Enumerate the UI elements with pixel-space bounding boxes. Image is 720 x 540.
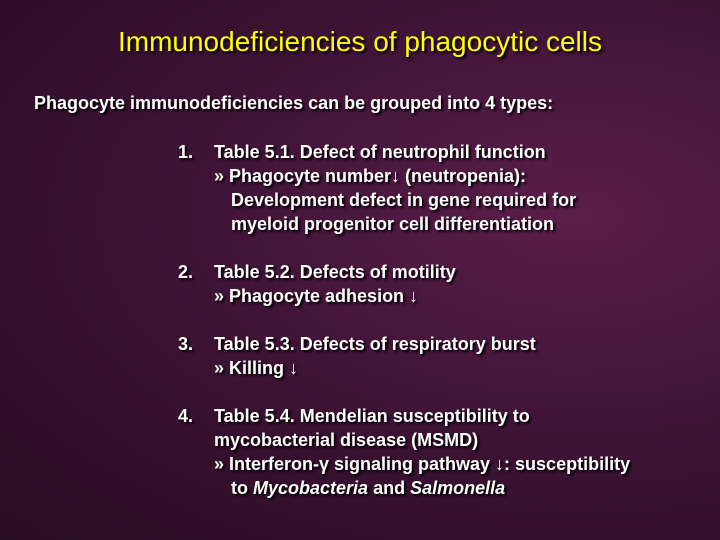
item-detail [231, 476, 698, 500]
item-number: 1. [178, 142, 194, 162]
item-number: 2. [178, 262, 194, 282]
intro-text: Phagocyte immunodeficiencies can be grouped into 4 types: [34, 93, 554, 113]
type-list [178, 140, 698, 524]
item-heading: Table 5.2. Defects of motility [214, 262, 456, 282]
detail-text: and [368, 478, 411, 498]
item-sub: » Phagocyte number↓ (neutropenia): [214, 166, 527, 186]
item-sub: » Phagocyte adhesion ↓ [214, 286, 419, 306]
item-heading-cont: mycobacterial disease (MSMD) [214, 430, 479, 450]
detail-text: to [231, 478, 253, 498]
item-number: 4. [178, 406, 194, 426]
item-sub: » Interferon-γ signaling pathway ↓: susceptibility [214, 454, 631, 474]
slide-title: Immunodeficiencies of phagocytic cells [117, 26, 602, 57]
item-heading: Table 5.4. Mendelian susceptibility to [214, 406, 530, 426]
item-detail: myeloid progenitor cell differentiation [231, 214, 555, 234]
item-sub: » Killing ↓ [214, 358, 299, 378]
organism-name: Mycobacteria [253, 478, 369, 498]
item-number: 3. [178, 334, 194, 354]
list-item [178, 140, 698, 236]
item-heading: Table 5.1. Defect of neutrophil function [214, 142, 546, 162]
list-item [178, 404, 698, 500]
organism-name: Salmonella [410, 478, 506, 498]
list-item [178, 332, 698, 380]
item-heading: Table 5.3. Defects of respiratory burst [214, 334, 536, 354]
item-detail: Development defect in gene required for [231, 190, 577, 210]
list-item [178, 260, 698, 308]
